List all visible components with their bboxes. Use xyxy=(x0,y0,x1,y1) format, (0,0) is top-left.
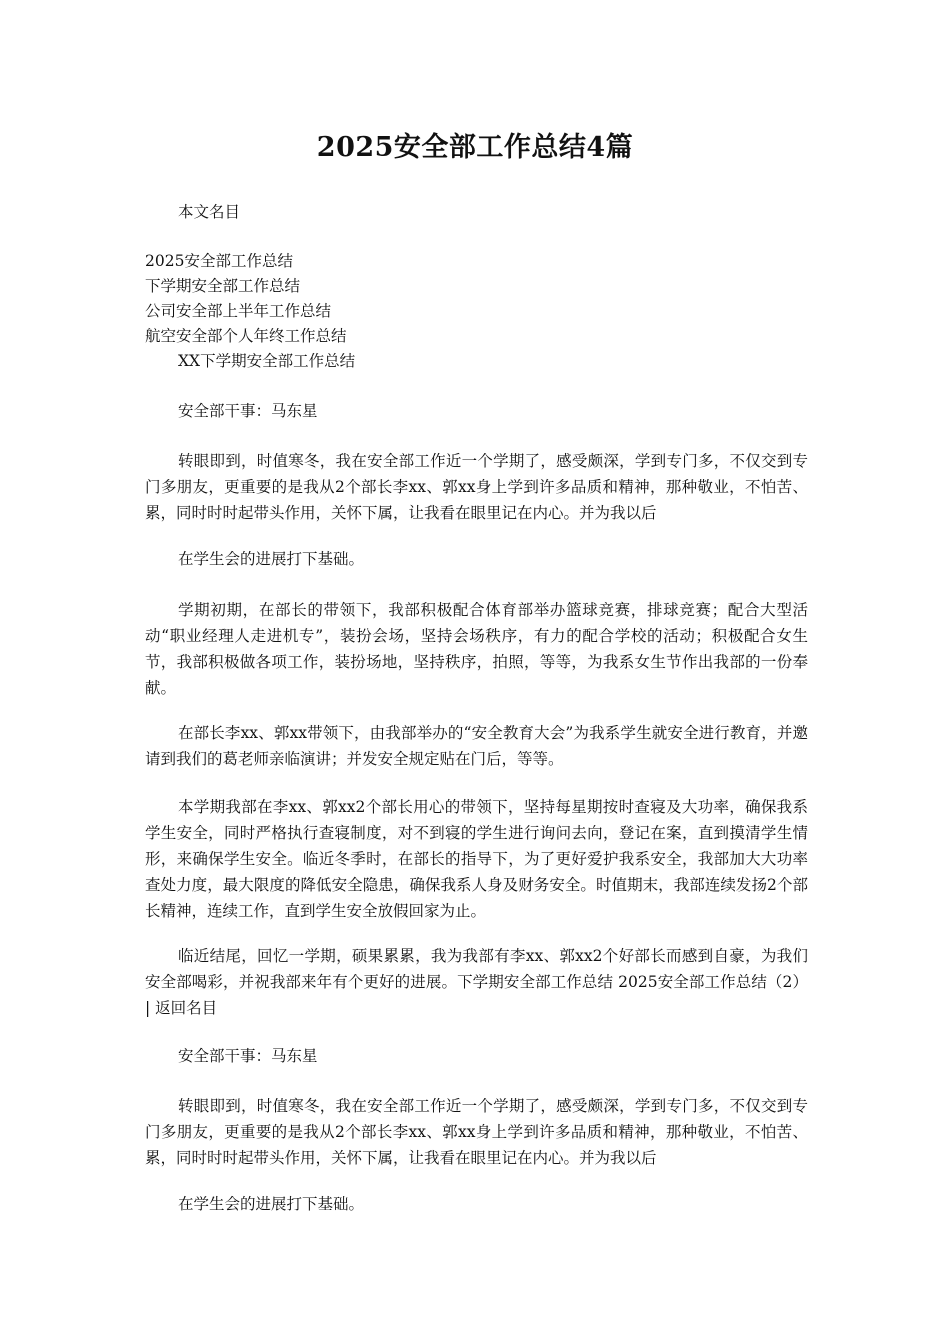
toc-heading: 本文名目 xyxy=(178,203,241,221)
paragraph: 转眼即到，时值寒冬，我在安全部工作近一个学期了，感受颇深，学到专门多，不仅交到专门多朋友，更重要的是我从2个部长李xx、郭xx身上学到许多品质和精神，那种敬业，不怕苦、累，同时时时起带头作用，关怀下属，让我看在眼里记在内心。并为我以后 xyxy=(145,452,808,522)
toc-item[interactable]: 公司安全部上半年工作总结 xyxy=(145,302,332,320)
paragraph: 在部长李xx、郭xx带领下，由我部举办的“安全教育大会”为我系学生就安全进行教育，并邀请到我们的葛老师亲临演讲；并发安全规定贴在门后，等等。 xyxy=(145,724,808,768)
paragraph: 在学生会的进展打下基础。 xyxy=(178,550,365,568)
author-line: 安全部干事：马东星 xyxy=(178,402,318,420)
toc-item[interactable]: XX下学期安全部工作总结 xyxy=(178,352,356,370)
paragraph: 本学期我部在李xx、郭xx2个部长用心的带领下，坚持每星期按时查寝及大功率，确保我系学生安全，同时严格执行查寝制度，对不到寝的学生进行询问去向，登记在案，直到摸清学生情形，来确保学生安全。临近冬季时，在部长的指导下，为了更好爱护我系安全，我部加大大功率查处力度，最大限度的降低安全隐患，确保我系人身及财务安全。时值期末，我部连续发扬2个部长精神，连续工作，直到学生安全放假回家为止。 xyxy=(145,798,808,920)
paragraph: 在学生会的进展打下基础。 xyxy=(178,1195,365,1213)
toc-item[interactable]: 下学期安全部工作总结 xyxy=(145,277,301,295)
toc-item[interactable]: 航空安全部个人年终工作总结 xyxy=(145,327,347,345)
paragraph: 临近结尾，回忆一学期，硕果累累，我为我部有李xx、郭xx2个好部长而感到自豪，为我们安全部喝彩，并祝我部来年有个更好的进展。下学期安全部工作总结 2025安全部工作总结（2） | 返回名目 xyxy=(145,947,808,1017)
document-title: 2025安全部工作总结4篇 xyxy=(316,132,634,163)
author-line: 安全部干事：马东星 xyxy=(178,1047,318,1065)
toc-item[interactable]: 2025安全部工作总结 xyxy=(145,252,293,270)
paragraph: 转眼即到，时值寒冬，我在安全部工作近一个学期了，感受颇深，学到专门多，不仅交到专门多朋友，更重要的是我从2个部长李xx、郭xx身上学到许多品质和精神，那种敬业，不怕苦、累，同时时时起带头作用，关怀下属，让我看在眼里记在内心。并为我以后 xyxy=(145,1097,808,1167)
table-of-contents xyxy=(145,249,808,374)
paragraph: 学期初期，在部长的带领下，我部积极配合体育部举办篮球竞赛，排球竞赛；配合大型活动“职业经理人走进机专”，装扮会场，坚持会场秩序，有力的配合学校的活动；积极配合女生节，我部积极做各项工作，装扮场地，坚持秩序，拍照，等等，为我系女生节作出我部的一份奉献。 xyxy=(145,601,808,697)
